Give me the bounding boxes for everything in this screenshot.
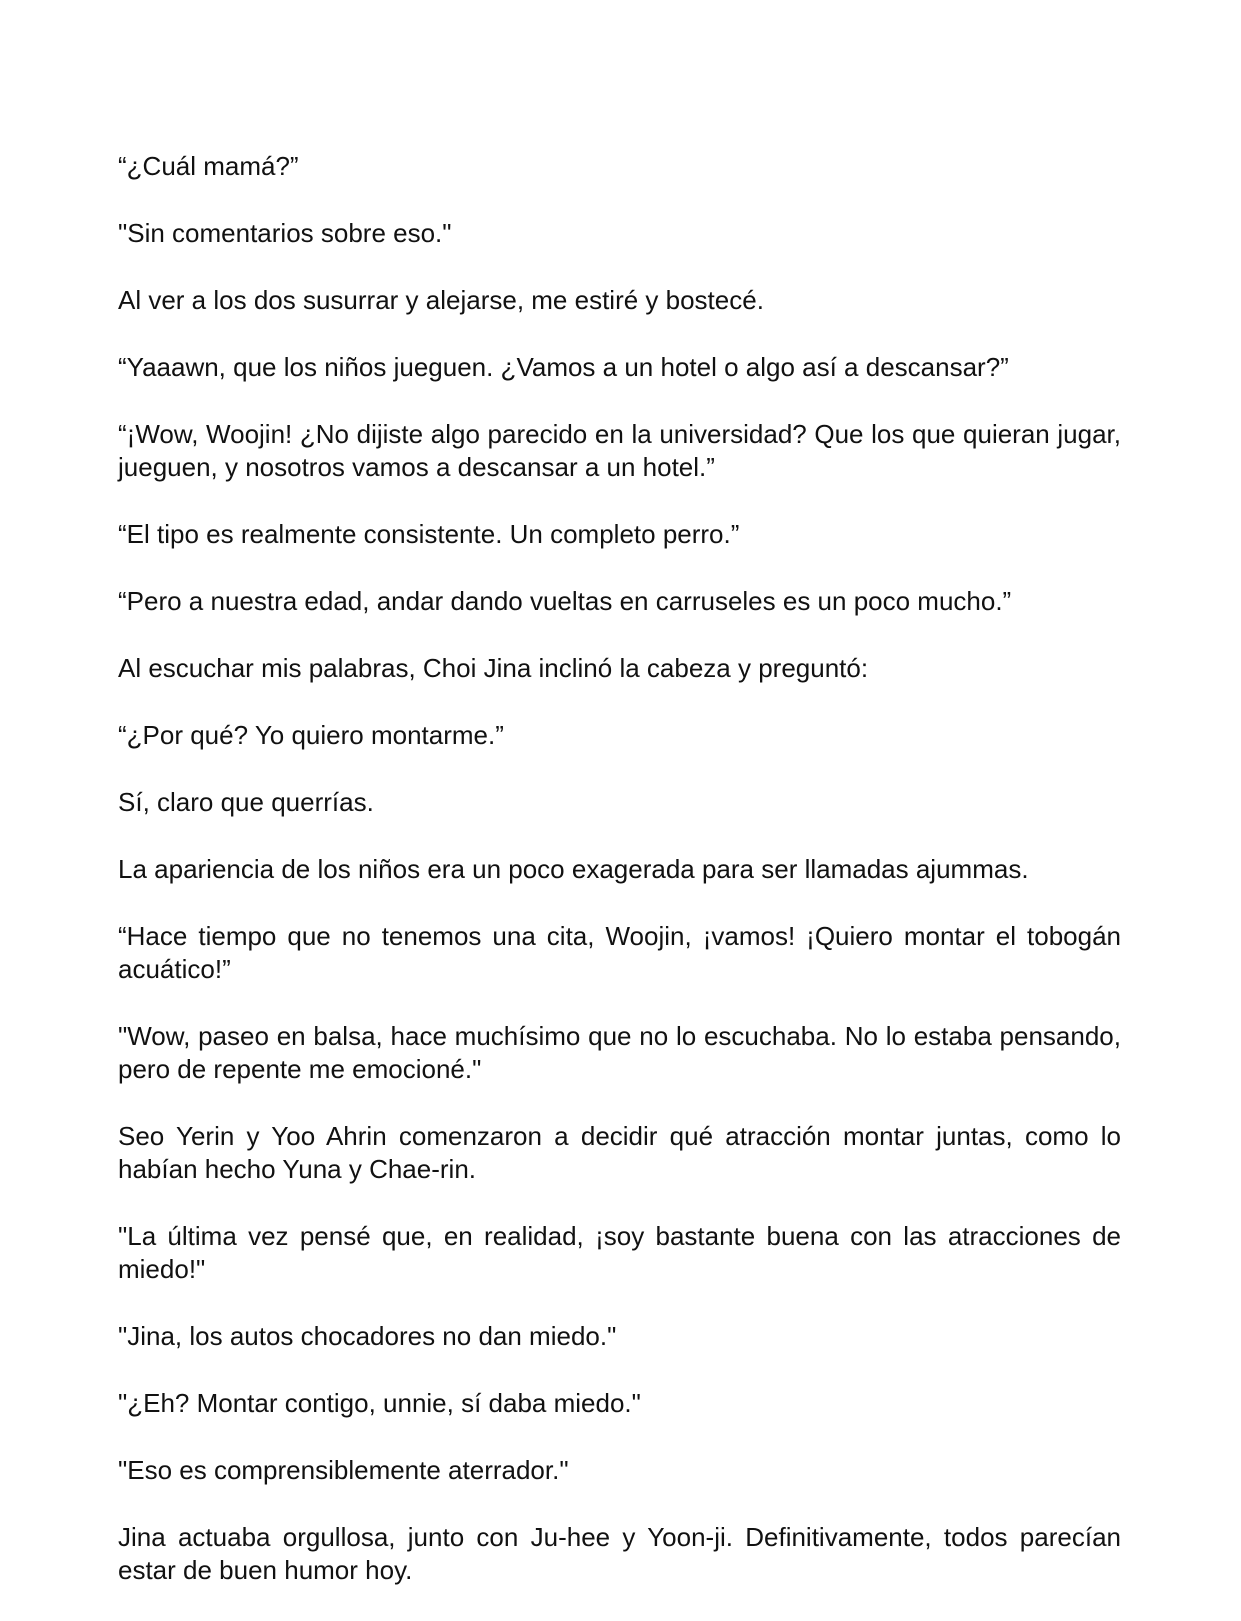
paragraph-19: Jina actuaba orgullosa, junto con Ju-hee y Yoon-ji. Definitivamente, todos parecían estar de buen humor hoy.	[118, 1522, 1121, 1585]
paragraph-14: Seo Yerin y Yoo Ahrin comenzaron a decidir qué atracción montar juntas, como lo habían hecho Yuna y Chae-rin.	[118, 1121, 1121, 1184]
paragraph-18: "Eso es comprensiblemente aterrador."	[118, 1455, 569, 1485]
paragraph-15: "La última vez pensé que, en realidad, ¡soy bastante buena con las atracciones de miedo!"	[118, 1221, 1121, 1284]
paragraph-1: “¿Cuál mamá?”	[118, 151, 299, 181]
paragraph-4: “Yaaawn, que los niños jueguen. ¿Vamos a un hotel o algo así a descansar?”	[118, 352, 1009, 382]
document-page	[118, 150, 1121, 1621]
paragraph-9: “¿Por qué? Yo quiero montarme.”	[118, 720, 504, 750]
paragraph-10: Sí, claro que querrías.	[118, 787, 374, 817]
paragraph-2: "Sin comentarios sobre eso."	[118, 218, 452, 248]
paragraph-6: “El tipo es realmente consistente. Un completo perro.”	[118, 519, 740, 549]
paragraph-16: "Jina, los autos chocadores no dan miedo."	[118, 1321, 617, 1351]
paragraph-13: "Wow, paseo en balsa, hace muchísimo que no lo escuchaba. No lo estaba pensando, pero de repente me emocioné."	[118, 1021, 1121, 1084]
paragraph-11: La apariencia de los niños era un poco exagerada para ser llamadas ajummas.	[118, 854, 1029, 884]
paragraph-5: “¡Wow, Woojin! ¿No dijiste algo parecido en la universidad? Que los que quieran jugar, jueguen, y nosotros vamos a descansar a un hotel.”	[118, 419, 1121, 482]
paragraph-3: Al ver a los dos susurrar y alejarse, me estiré y bostecé.	[118, 285, 764, 315]
paragraph-8: Al escuchar mis palabras, Choi Jina inclinó la cabeza y preguntó:	[118, 653, 869, 683]
paragraph-17: "¿Eh? Montar contigo, unnie, sí daba miedo."	[118, 1388, 641, 1418]
paragraph-7: “Pero a nuestra edad, andar dando vueltas en carruseles es un poco mucho.”	[118, 586, 1012, 616]
paragraph-12: “Hace tiempo que no tenemos una cita, Woojin, ¡vamos! ¡Quiero montar el tobogán acuático!”	[118, 921, 1121, 984]
